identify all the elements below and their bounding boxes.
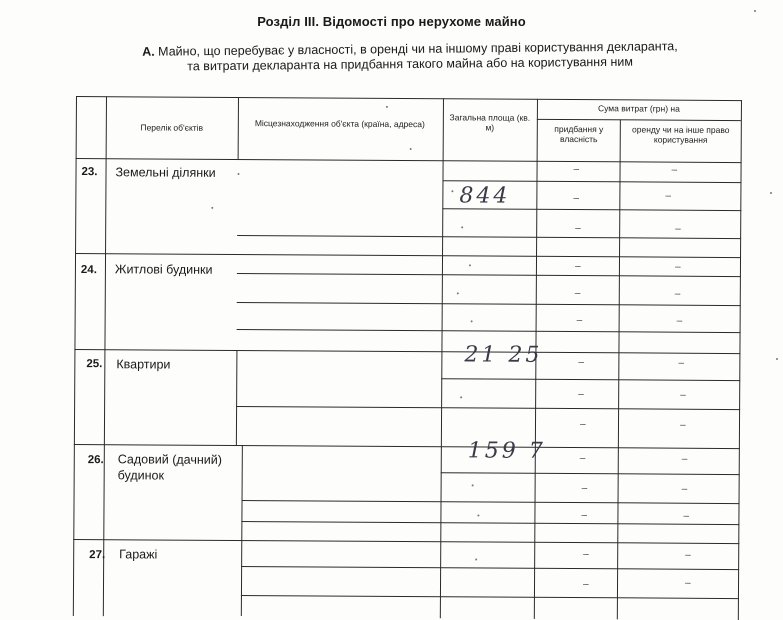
dash-mark: – — [579, 419, 586, 431]
header-objects: Перелік об'єктів — [140, 122, 204, 133]
row-24-bottom — [74, 349, 740, 354]
dash-mark: – — [665, 190, 671, 202]
row-27-label-border — [241, 540, 243, 616]
header-area: Загальна площа (кв. м) — [449, 112, 531, 133]
row-26-number: 26. — [87, 454, 104, 467]
dash-mark: – — [683, 510, 690, 522]
dash-mark: – — [681, 483, 688, 495]
row-23-area-handwritten: 844 — [459, 183, 511, 209]
dash-mark: – — [578, 389, 584, 401]
row-25-area-handwritten: 21 25 — [464, 342, 543, 368]
row-26-bottom — [73, 539, 739, 544]
dash-mark: – — [581, 510, 588, 522]
row-23-label: Земельні ділянки — [115, 165, 216, 180]
row-26-label-border — [241, 445, 243, 540]
dash-mark: – — [583, 549, 589, 561]
dash-mark: – — [574, 288, 581, 300]
header-expenses: Сума витрат (грн) на — [597, 103, 680, 114]
dash-mark: – — [676, 315, 683, 327]
dash-mark: – — [579, 453, 586, 465]
dash-mark: – — [674, 261, 681, 273]
subsection-line-1: Майно, що перебуває у власності, в оренді чи на іншому праві користування декларанта, — [158, 39, 678, 59]
dash-mark: – — [573, 164, 580, 176]
table-right-border — [738, 100, 742, 620]
dash-mark: – — [573, 193, 579, 205]
row-23-bottom — [75, 253, 741, 258]
row-24-number: 24. — [80, 264, 97, 277]
dash-mark: – — [684, 577, 691, 589]
row-24-label: Житлові будинки — [114, 262, 213, 277]
dash-mark: – — [681, 453, 688, 465]
section-title: Розділ III. Відомості про нерухоме майно — [257, 14, 526, 29]
dash-mark: – — [680, 389, 686, 401]
row-25-label-border — [236, 350, 238, 445]
expenses-subheader-line — [537, 119, 741, 122]
header-bottom-line — [76, 158, 742, 163]
row-26-label: Садовий (дачний) будинок — [117, 452, 222, 483]
dash-mark: – — [582, 579, 589, 591]
dash-mark: – — [675, 223, 681, 235]
row-25-label: Квартири — [116, 357, 171, 372]
dash-mark: – — [574, 261, 581, 273]
row-25-number: 25. — [86, 358, 103, 371]
header-rent: оренду чи на інше право користування — [632, 124, 730, 145]
dash-mark: – — [679, 419, 686, 431]
dash-mark: – — [671, 164, 678, 176]
dash-mark: – — [575, 223, 581, 235]
header-purchase: придбання у власність — [554, 123, 604, 145]
dash-mark: – — [578, 357, 584, 369]
header-location: Місцезнаходження об'єкта (країна, адреса) — [254, 118, 425, 130]
purchase-column-border — [617, 119, 621, 619]
subsection-letter: А. — [142, 44, 155, 59]
dash-mark: – — [576, 315, 583, 327]
dash-mark: – — [674, 288, 681, 300]
row-27-number: 27. — [89, 549, 106, 562]
dash-mark: – — [685, 549, 691, 561]
row-25-bottom — [74, 444, 740, 449]
subsection-line-2: та витрати декларанта на придбання такого майна або на користування ним — [187, 54, 633, 74]
location-column-border — [440, 98, 444, 618]
table-top-border — [76, 96, 742, 101]
row-26-area-handwritten: 159 7 — [467, 438, 546, 464]
dash-mark: – — [581, 483, 588, 495]
row-27-label: Гаражі — [119, 547, 158, 562]
dash-mark: – — [678, 357, 684, 369]
row-23-number: 23. — [81, 166, 98, 179]
